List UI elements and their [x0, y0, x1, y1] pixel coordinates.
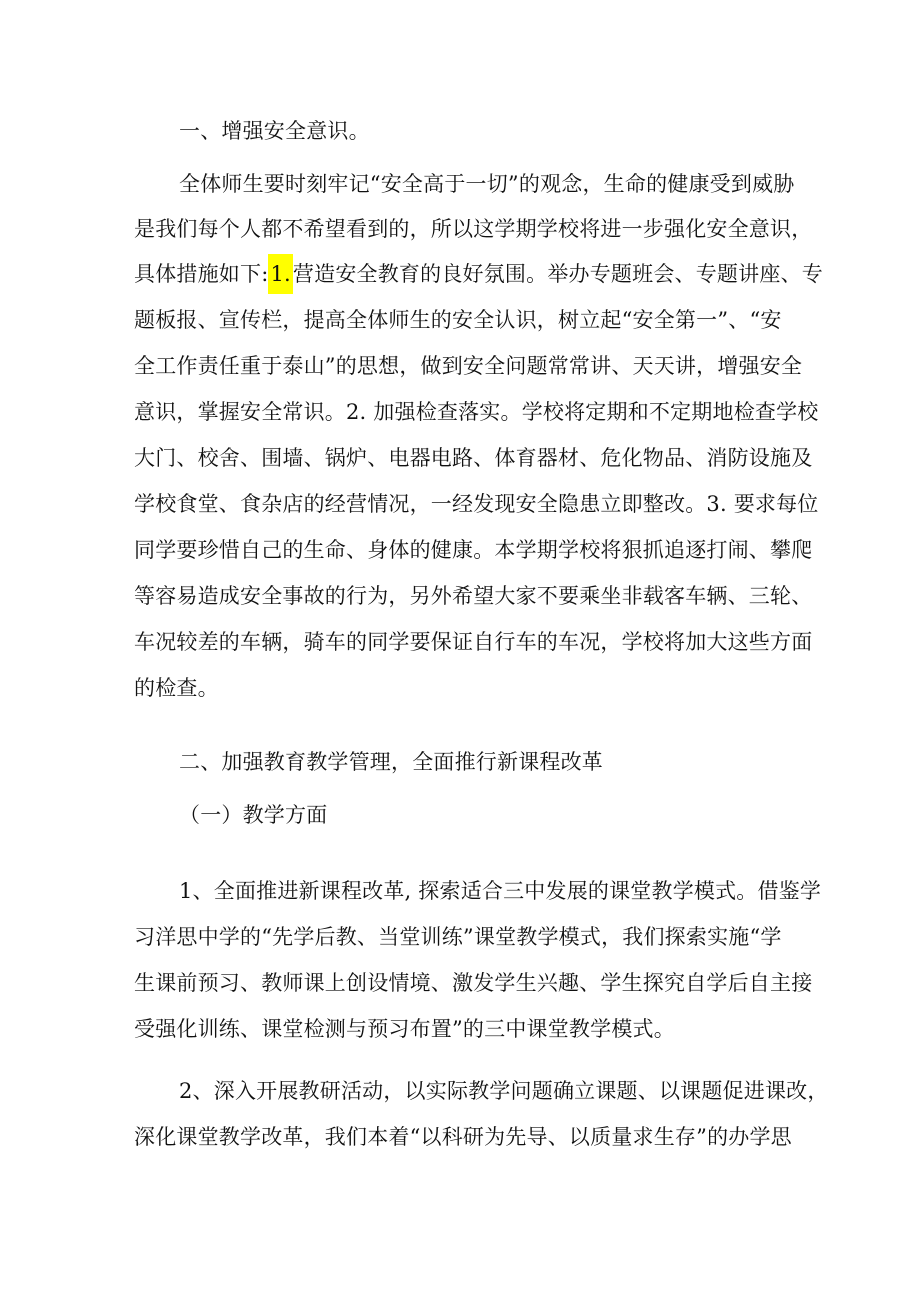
paragraph-line: 车况较差的车辆，骑车的同学要保证自行车的车况，学校将加大这些方面 — [134, 630, 813, 654]
subsection-heading: （一）教学方面 — [179, 803, 328, 827]
paragraph-line: 全工作责任重于泰山”的思想，做到安全问题常常讲、天天讲，增强安全 — [134, 354, 803, 378]
paragraph-line: 全体师生要时刻牢记“安全高于一切”的观念，生命的健康受到威胁 — [179, 172, 795, 196]
paragraph-line: 生课前预习、教师课上创设情境、激发学生兴趣、学生探究自学后自主接 — [134, 971, 813, 995]
paragraph-line: 1、全面推进新课程改革, 探索适合三中发展的课堂教学模式。借鉴学 — [179, 879, 822, 903]
paragraph-text: 营造安全教育的良好氛围。举办专题班会、专题讲座、专 — [292, 262, 823, 286]
section-heading-2: 二、加强教育教学管理，全面推行新课程改革 — [179, 750, 603, 774]
paragraph-text: 具体措施如下: — [134, 262, 269, 286]
section-heading-1: 一、增强安全意识。 — [179, 119, 370, 143]
paragraph-line — [134, 260, 823, 294]
paragraph-line: 意识，掌握安全常识。2. 加强检查落实。学校将定期和不定期地检查学校 — [134, 400, 819, 424]
paragraph-line: 2、深入开展教研活动，以实际教学问题确立课题、以课题促进课改， — [179, 1079, 829, 1103]
paragraph-line: 受强化训练、课堂检测与预习布置”的三中课堂教学模式。 — [134, 1017, 675, 1041]
paragraph-line: 同学要珍惜自己的生命、身体的健康。本学期学校将狠抓追逐打闹、攀爬 — [134, 538, 813, 562]
paragraph-line: 是我们每个人都不希望看到的，所以这学期学校将进一步强化安全意识， — [134, 217, 813, 241]
paragraph-line: 的检查。 — [134, 676, 219, 700]
highlighted-number: 1. — [268, 254, 292, 294]
paragraph-line: 学校食堂、食杂店的经营情况，一经发现安全隐患立即整改。3. 要求每位 — [134, 492, 819, 516]
paragraph-line: 大门、校舍、围墙、锅炉、电器电路、体育器材、危化物品、消防设施及 — [134, 446, 813, 470]
paragraph-line: 深化课堂教学改革，我们本着“以科研为先导、以质量求生存”的办学思 — [134, 1125, 792, 1149]
paragraph-line: 习洋思中学的“先学后教、当堂训练”课堂教学模式，我们探索实施“学 — [134, 925, 782, 949]
paragraph-line: 等容易造成安全事故的行为，另外希望大家不要乘坐非载客车辆、三轮、 — [134, 584, 813, 608]
paragraph-line: 题板报、宣传栏，提高全体师生的安全认识，树立起“安全第一”、“安 — [134, 308, 782, 332]
